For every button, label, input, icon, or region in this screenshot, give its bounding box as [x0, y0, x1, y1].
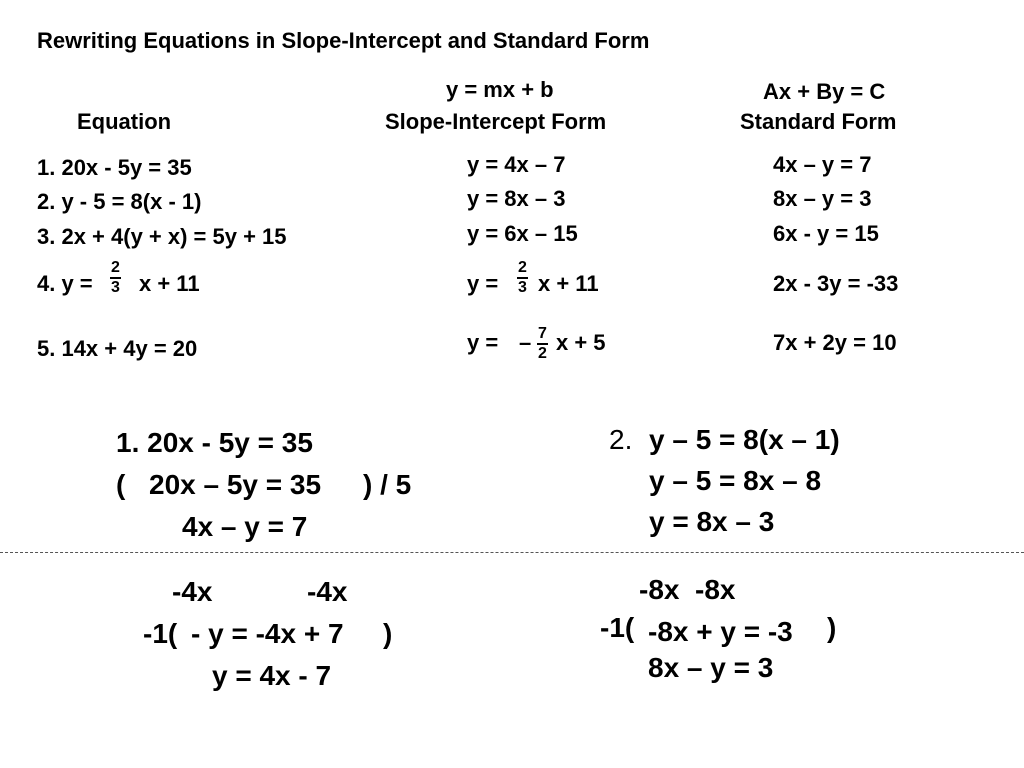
slope-intercept-1: y = 4x – 7	[467, 152, 566, 177]
work1-line2-close: ) / 5	[363, 469, 412, 500]
work1-line2-equation: 20x – 5y = 35	[149, 469, 322, 500]
equation-4-prefix: 4. y =	[37, 271, 93, 296]
work1-line5-open: -1(	[143, 618, 178, 649]
work1-line4-right: -4x	[307, 576, 348, 607]
fraction-denominator: 3	[111, 279, 120, 296]
equation-4-fraction	[110, 260, 121, 296]
equation-1: 1. 20x - 5y = 35	[37, 155, 192, 180]
equation-4-suffix: x + 11	[139, 271, 200, 296]
work1-line5-close: )	[383, 618, 393, 649]
work2-line3: y = 8x – 3	[649, 506, 775, 537]
slope-intercept-2: y = 8x – 3	[467, 186, 566, 211]
work2-number: 2.	[609, 424, 633, 455]
slope-intercept-formula: y = mx + b	[446, 77, 554, 102]
slope-intercept-column-header: Slope-Intercept Form	[385, 109, 607, 134]
work1-line3: 4x – y = 7	[182, 511, 308, 542]
standard-3: 6x - y = 15	[773, 221, 879, 246]
work1-line5-equation: - y = -4x + 7	[191, 618, 344, 649]
work1-line4-left: -4x	[172, 576, 213, 607]
fraction-numerator: 7	[537, 326, 548, 345]
standard-column-header: Standard Form	[740, 109, 897, 134]
work2-line5-equation: -8x + y = -3	[648, 616, 793, 647]
standard-4: 2x - 3y = -33	[773, 271, 899, 296]
work2-line1: y – 5 = 8(x – 1)	[649, 424, 840, 455]
standard-formula: Ax + By = C	[763, 79, 886, 104]
work1-line6: y = 4x - 7	[212, 660, 332, 691]
fraction-denominator: 3	[518, 279, 527, 296]
fraction-denominator: 2	[538, 345, 547, 362]
standard-1: 4x – y = 7	[773, 152, 872, 177]
standard-2: 8x – y = 3	[773, 186, 872, 211]
equation-5: 5. 14x + 4y = 20	[37, 336, 198, 361]
equation-2: 2. y - 5 = 8(x - 1)	[37, 189, 202, 214]
slope-intercept-5-prefix: y =	[467, 330, 499, 355]
work2-line4: -8x -8x	[639, 574, 736, 605]
slope-intercept-5-suffix: x + 5	[556, 330, 606, 355]
fraction-numerator: 2	[517, 260, 528, 279]
equation-column-header: Equation	[77, 109, 172, 134]
slope-intercept-4-fraction	[517, 260, 528, 296]
work1-line2-open: (	[116, 469, 126, 500]
standard-5: 7x + 2y = 10	[773, 330, 897, 355]
slope-intercept-5-fraction	[537, 326, 548, 362]
work2-line6: 8x – y = 3	[648, 652, 774, 683]
negative-sign: –	[519, 330, 532, 355]
work2-line5-close: )	[827, 612, 837, 643]
fraction-numerator: 2	[110, 260, 121, 279]
equation-3: 3. 2x + 4(y + x) = 5y + 15	[37, 224, 287, 249]
slope-intercept-4-suffix: x + 11	[538, 271, 599, 296]
page-title: Rewriting Equations in Slope-Intercept and Standard Form	[37, 28, 650, 53]
work2-line2: y – 5 = 8x – 8	[649, 465, 822, 496]
work2-line5-open: -1(	[600, 612, 635, 643]
dashed-divider	[0, 552, 1024, 553]
slope-intercept-4-prefix: y =	[467, 271, 499, 296]
work1-line1: 1. 20x - 5y = 35	[116, 427, 313, 458]
slope-intercept-3: y = 6x – 15	[467, 221, 578, 246]
